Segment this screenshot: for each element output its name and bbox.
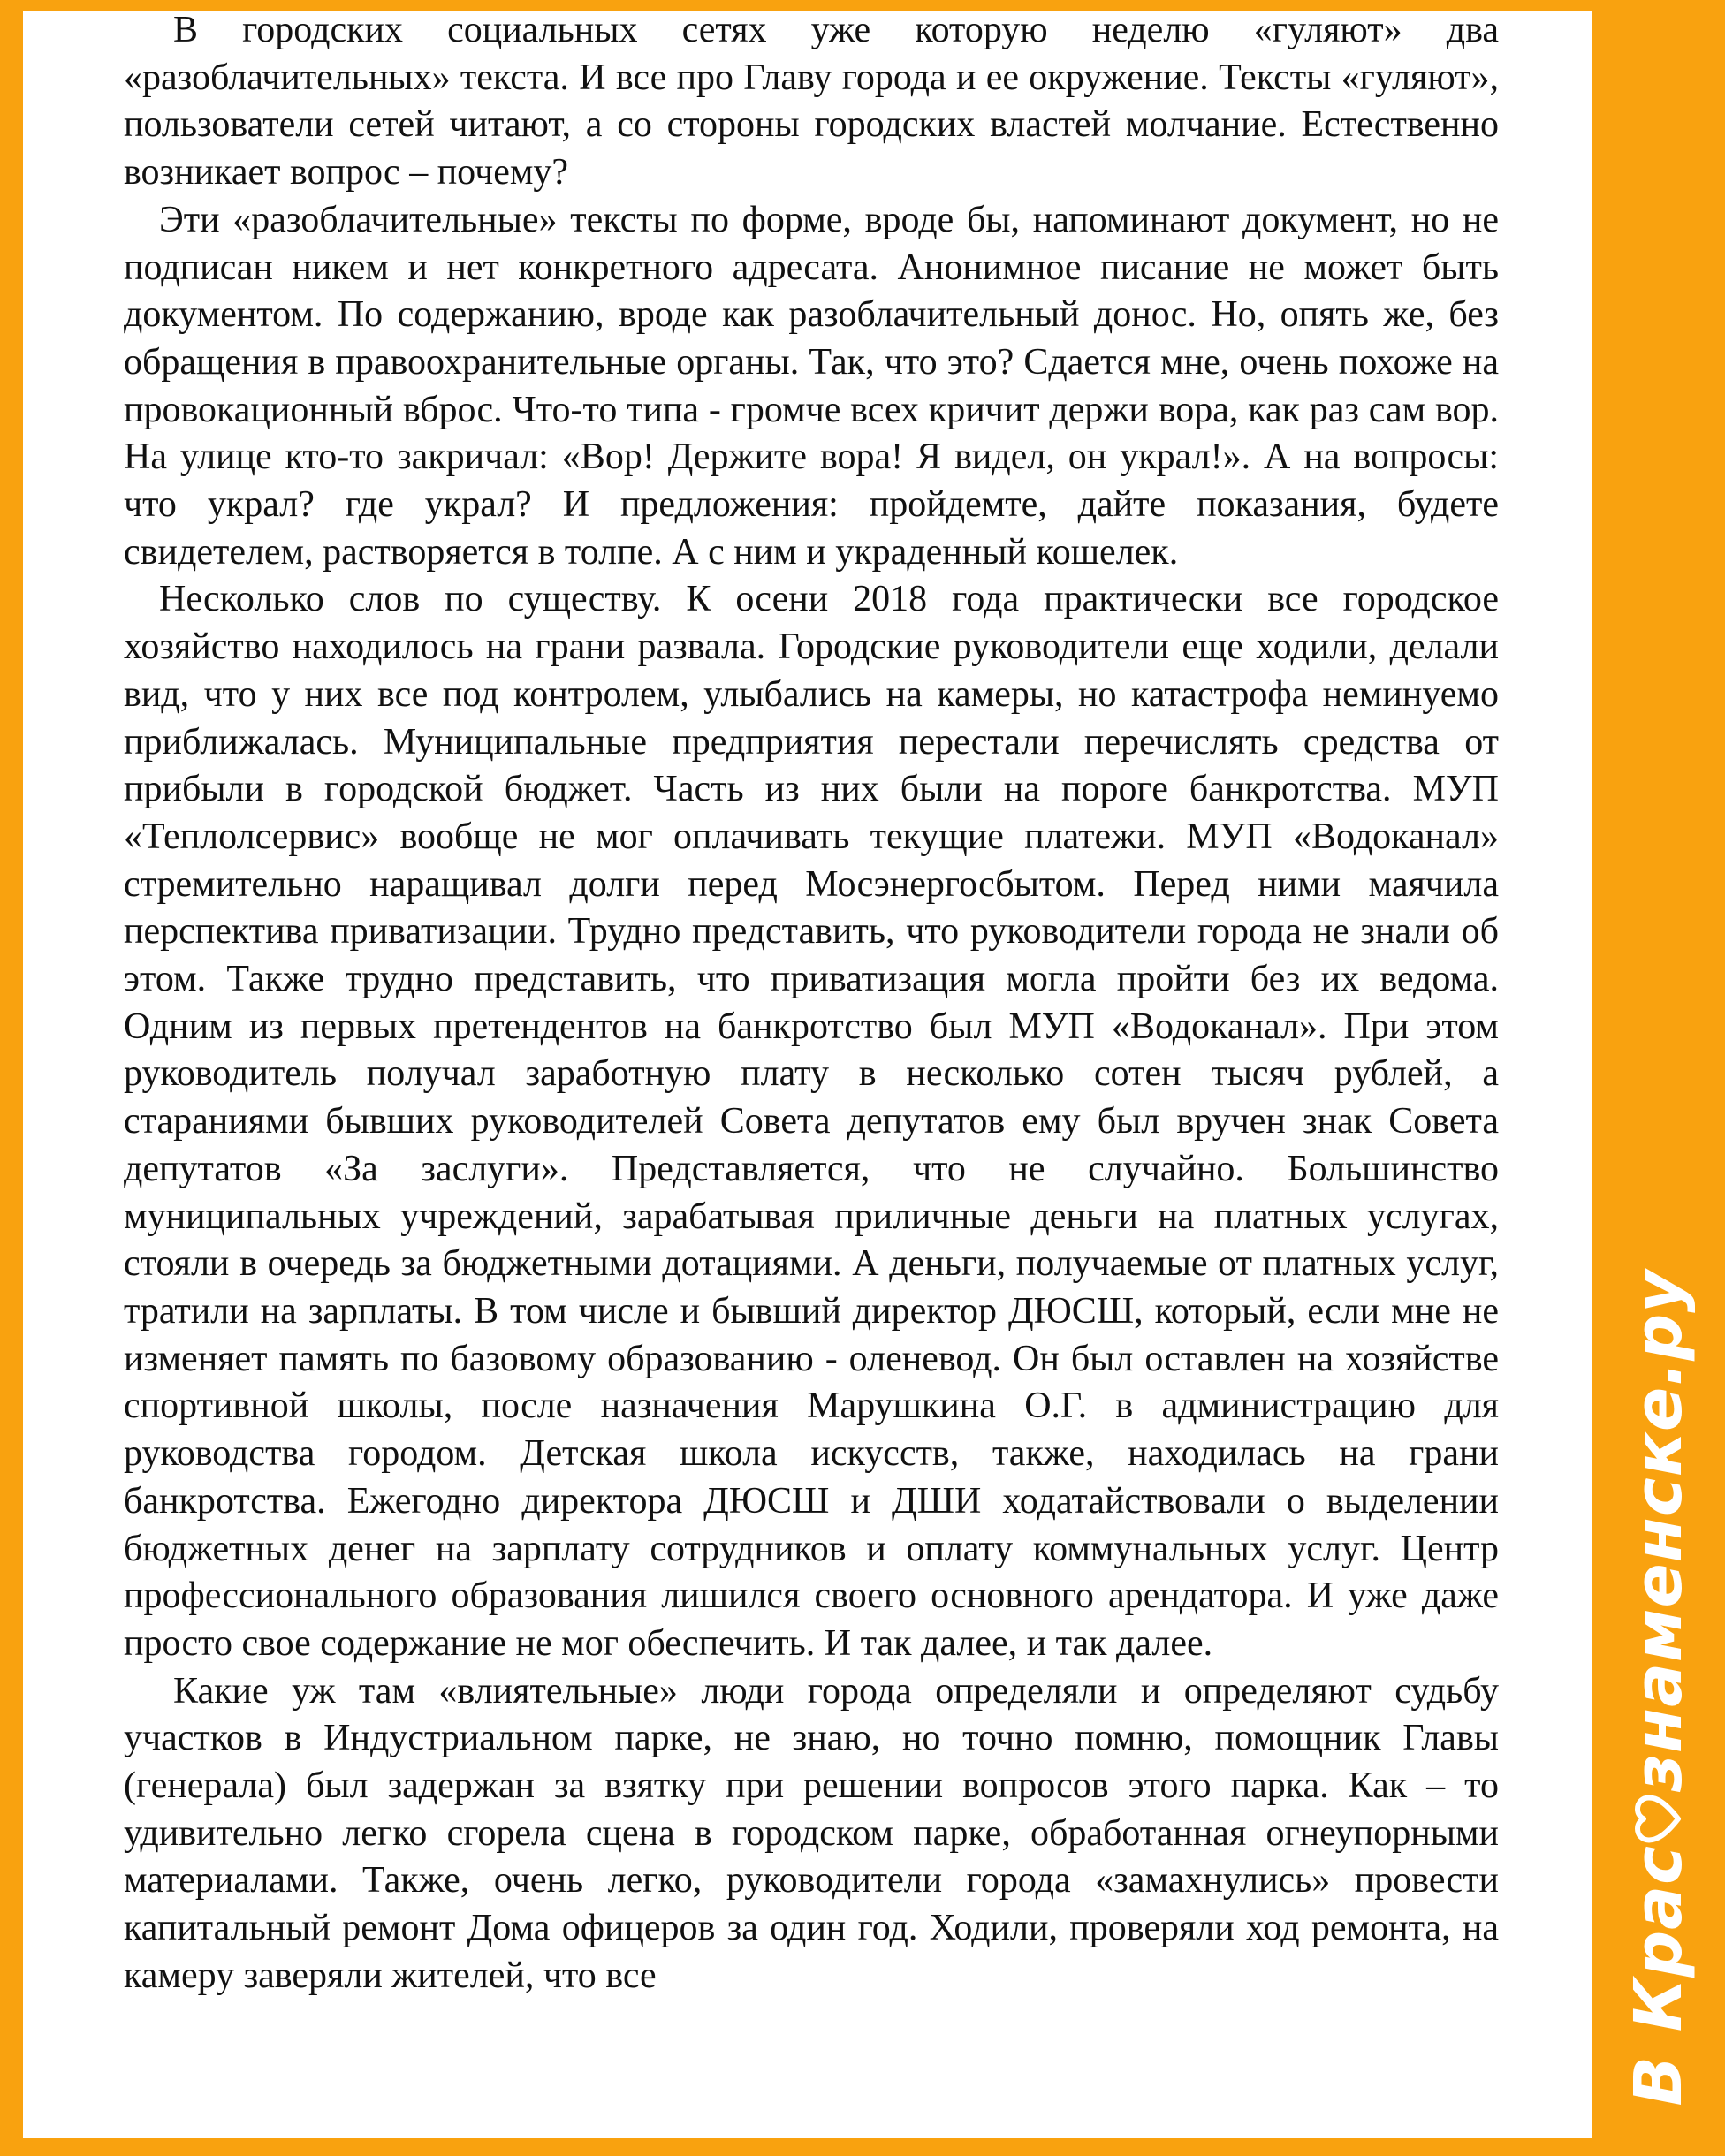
paragraph-4: Какие уж там «влиятельные» люди города определяли и определяют судьбу участков в Индустриальном парке, не знаю, но точно помню, помощник Главы (генерала) был задержан за взятку при решении вопросов этого парка. Как – то удивительно легко сгорела сцена в городском парке, обработанная огнеупорными материалами. Также, очень легко, руководители города «замахнулись» провести капитальный ремонт Дома офицеров за один год. Ходили, проверяли ход ремонта, на камеру заверяли жителей, что все — [124, 1670, 1499, 1996]
paragraph-2: Эти «разоблачительные» тексты по форме, вроде бы, напоминают документ, но не подписан никем и нет конкретного адресата. Анонимное писание не может быть документом. По содержанию, вроде как разоблачительный донос. Но, опять же, без обращения в правоохранительные органы. Так, что это? Сдается мне, очень похоже на провокационный вброс. Что-то типа - громче всех кричит держи вора, как раз сам вор. На улице кто-то закричал: «Вор! Держите вора! Я видел, он украл!». А на вопросы: что украл? где украл? И предложения: пройдемте, дайте показания, будете свидетелем, растворяется в толпе. А с ним и украденный кошелек. — [124, 199, 1499, 573]
site-name-part2: знаменске.ру — [1621, 1269, 1697, 1793]
heart-icon — [1634, 1794, 1683, 1843]
brand-sidebar — [1592, 0, 1725, 2156]
paragraph-3: Несколько слов по существу. К осени 2018 года практически все городское хозяйство находилось на грани развала. Городские руководители еще ходили, делали вид, что у них все под контролем, улыбались на камеры, но катастрофа неминуемо приближалась. Муниципальные предприятия перестали перечислять средства от прибыли в городской бюджет. Часть из них были на пороге банкротства. МУП «Теплолсервис» вообще не мог оплачивать текущие платежи. МУП «Водоканал» стремительно наращивал долги перед Мосэнергосбытом. Перед ними маячила перспектива приватизации. Трудно представить, что руководители города не знали об этом. Также трудно представить, что приватизация могла пройти без их ведома. Одним из первых претендентов на банкротство был МУП «Водоканал». При этом руководитель получал заработную плату в несколько сотен тысяч рублей, а стараниями бывших руководителей Совета депутатов ему был вручен знак Совета депутатов «За заслуги». Представляется, что не случайно. Большинство муниципальных учреждений, зарабатывая приличные деньги на платных услугах, стояли в очередь за бюджетными дотациями. А деньги, получаемые от платных услуг, тратили на зарплаты. В том числе и бывший директор ДЮСШ, который, если мне не изменяет память по базовому образованию - оленевод. Он был оставлен на хозяйстве спортивной школы, после назначения Марушкина О.Г. в администрацию для руководства городом. Детская школа искусств, также, находилась на грани банкротства. Ежегодно директора ДЮСШ и ДШИ ходатайствовали о выделении бюджетных денег на зарплату сотрудников и оплату коммунальных услуг. Центр профессионального образования лишился своего основного арендатора. И уже даже просто свое содержание не мог обеспечить. И так далее, и так далее. — [124, 579, 1499, 1664]
paragraph-1: В городских социальных сетях уже которую неделю «гуляют» два «разоблачительных» текста. И все про Главу города и ее окружение. Тексты «гуляют», пользователи сетей читают, а со стороны городских властей молчание. Естественно возникает вопрос – почему? — [124, 10, 1499, 194]
site-watermark — [1621, 1269, 1697, 2107]
site-name-part1: В Крас — [1621, 1845, 1697, 2107]
left-border — [0, 0, 23, 2156]
heart-icon-svg — [1634, 1794, 1683, 1843]
article-body — [124, 7, 1499, 2000]
bottom-border — [0, 2138, 1725, 2156]
